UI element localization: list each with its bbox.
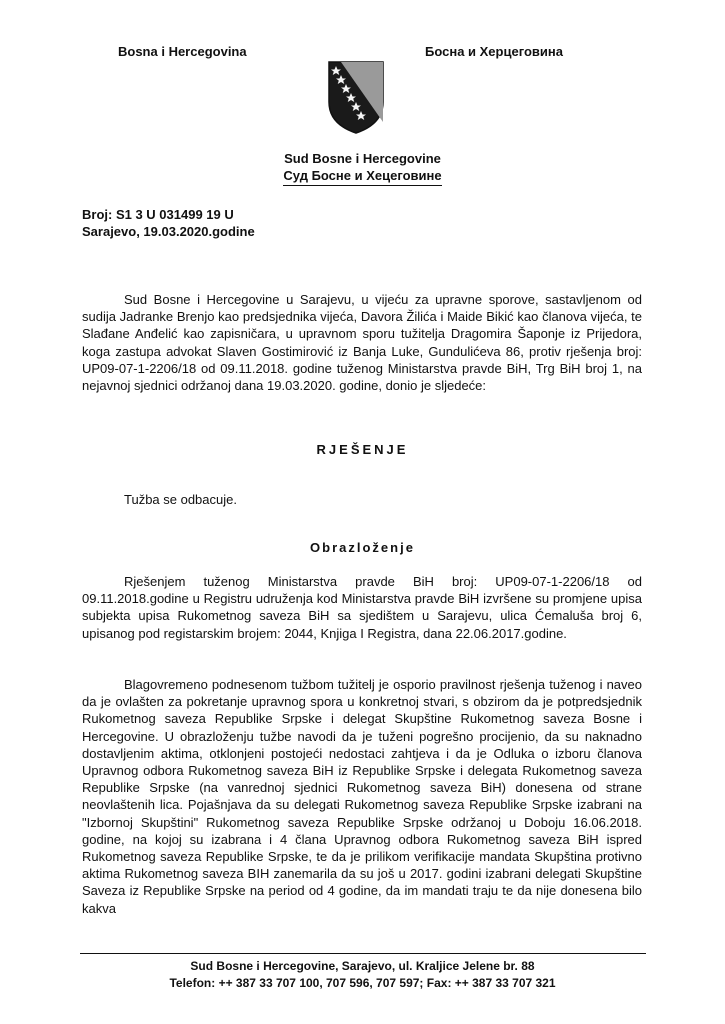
case-number: Broj: S1 3 U 031499 19 U [82,207,234,222]
reasoning-paragraph-2: Blagovremeno podnesenom tužbom tužitelj je osporio pravilnost rješenja tuženog i naveo da je ovlašten za pokretanje upravnog spora u konkretnoj stvari, s obzirom da je potpredsjednik Rukometnog saveza Republike Srpske i delegat Skupštine Rukometnog saveza Bosne i Hercegovine. U obrazloženju tužbe navodi da je tuženi pogrešno procijenio, da su naknadno dostavljenim aktima, otklonjeni postojeći nedostaci zahtjeva i da je Odluka o izboru članova Upravnog odbora Rukometnog saveza BiH iz Republike Srpske i delegata Rukometnog saveza Republike Srpske (na vanrednoj sjednici Rukometnog saveza BiH) donesena od strane neovlaštenih lica. Pojašnjava da su delegati Rukometnog saveza Republike Srpske izabrani na "Izbornoj Skupštini" Rukometnog saveza Republike Srpske održanoj u Doboju 16.06.2018. godine, na kojoj su izabrana i 4 člana Upravnog odbora Rukometnog saveza BiH ispred Rukometnog saveza Republike Srpske, te da je prilikom verifikacije mandata Skupština protivno aktima Rukometnog saveza BIH zanemarila da su još u 2017. godini izabrani delegati Skupštine Saveza iz Republike Srpske na period od 4 godine, da im mandati traju te da nije donesena bilo kakva [82,677,642,916]
reasoning-paragraph-1: Rješenjem tuženog Ministarstva pravde BiH broj: UP09-07-1-2206/18 od 09.11.2018.godine u Registru udruženja kod Ministarstva pravde BiH izvršene su promjene upisa subjekta upisa Rukometnog saveza BiH sa sjedištem u Sarajevu, ulica Ćemaluša broj 6, upisanog pod registarskim brojem: 2044, Knjiga I Registra, dana 22.06.2017.godine. [82,574,642,641]
ruling-text: Tužba se odbacuje. [124,492,237,507]
footer-address: Sud Bosne i Hercegovine, Sarajevo, ul. Kraljice Jelene br. 88 [190,959,535,973]
country-name-cyrillic: Босна и Херцеговина [425,44,563,59]
country-name-latin: Bosna i Hercegovina [118,44,247,59]
footer-contact: Telefon: ++ 387 33 707 100, 707 596, 707 597; Fax: ++ 387 33 707 321 [169,976,556,990]
court-name-cyrillic: Суд Босне и Хецеговине [283,167,441,186]
intro-paragraph: Sud Bosne i Hercegovine u Sarajevu, u vijeću za upravne sporove, sastavljenom od sudija Jadranke Brenjo kao predsjednika vijeća, Davora Žilića i Maide Bikić kao članova vijeća, te Slađane Anđelić kao zapisničara, u upravnom sporu tužitelja Dragomira Šaponje iz Prijedora, koga zastupa advokat Slaven Gostimirović iz Banja Luke, Gundulićeva 86, protiv rješenja broj: UP09-07-1-2206/18 od 09.11.2018. godine tuženog Ministarstva pravde BiH, Trg BiH broj 1, na nejavnoj sjednici održanoj dana 19.03.2020. godine, donio je sljedeće: [82,292,642,394]
coat-of-arms-icon [327,60,385,135]
case-place-date: Sarajevo, 19.03.2020.godine [82,224,255,239]
case-meta [82,206,255,240]
footer-divider [80,953,646,954]
ruling-title: RJEŠENJE [316,442,409,457]
court-heading [0,150,725,186]
footer [0,958,725,992]
court-name-latin: Sud Bosne i Hercegovine [284,151,441,166]
reasoning-title: Obrazloženje [310,540,415,555]
